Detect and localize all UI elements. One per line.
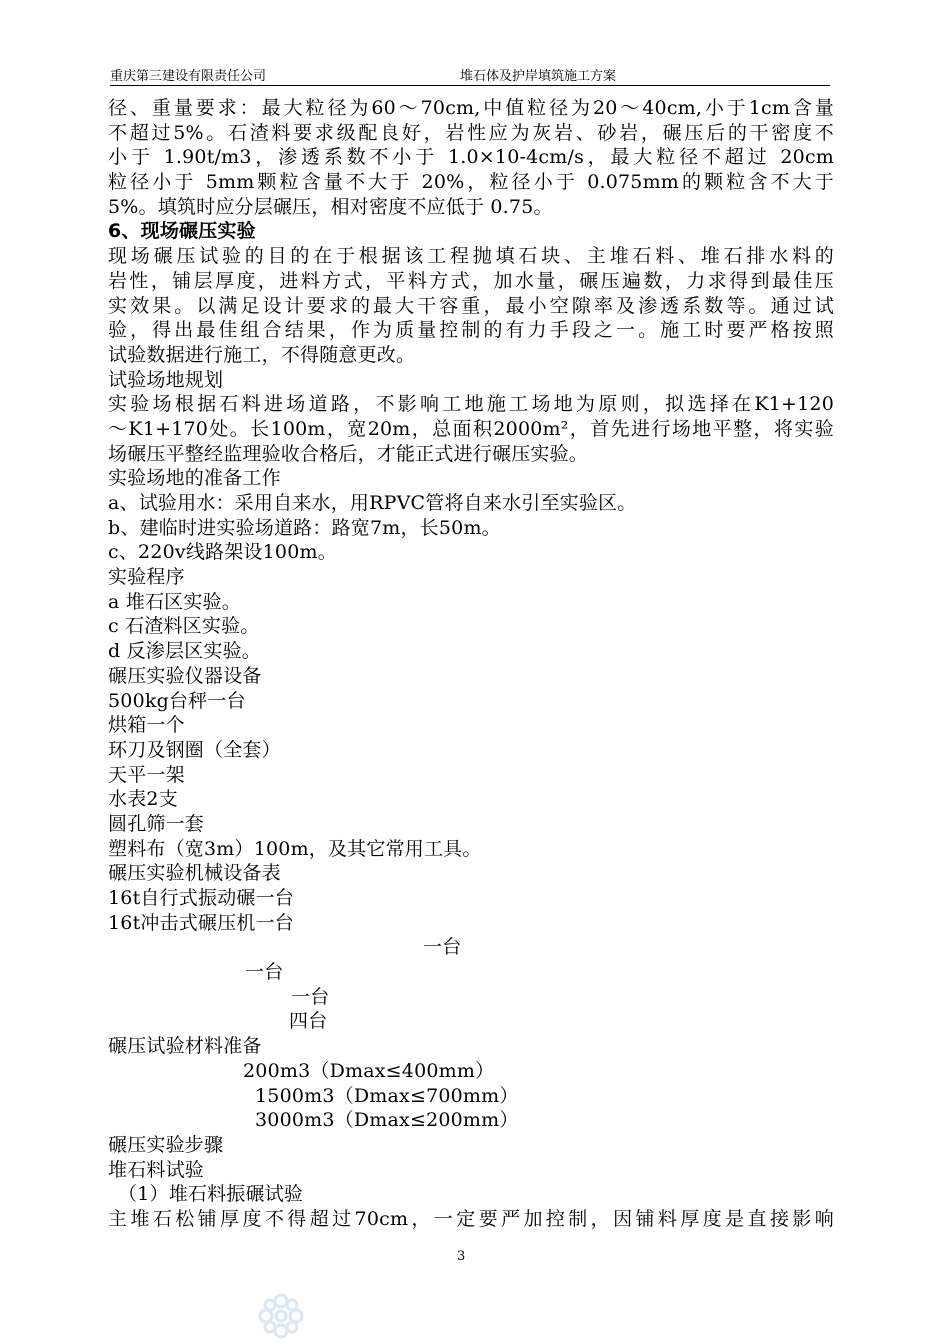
- paragraph-line: 岩性，铺层厚度，进料方式，平料方式，加水量，碾压遍数，力求得到最佳压: [108, 269, 834, 292]
- list-item: c 石渣料区实验。: [108, 615, 260, 638]
- paragraph-line: 不超过5%。石渣料要求级配良好，岩性应为灰岩、砂岩，碾压后的干密度不: [108, 121, 834, 144]
- list-item: 烘箱一个: [108, 714, 185, 737]
- subheading: 碾压试验材料准备: [108, 1035, 262, 1058]
- list-item: 天平一架: [108, 763, 185, 786]
- subheading: 实验场地的准备工作: [108, 467, 281, 490]
- paragraph-line: 5%。填筑时应分层碾压，相对密度不应低于 0.75。: [108, 195, 553, 218]
- list-item: a 堆石区实验。: [108, 590, 241, 613]
- list-item: 圆孔筛一套: [108, 812, 205, 835]
- equipment-row: [108, 960, 834, 985]
- page-header: [110, 63, 830, 86]
- subheading: 碾压实验机械设备表: [108, 862, 281, 885]
- header-company: 重庆第三建设有限责任公司: [110, 69, 267, 84]
- equipment-row: [108, 935, 834, 960]
- subheading: 碾压实验仪器设备: [108, 664, 262, 687]
- material-spec: 1500m3（Dmax≤700mm）: [255, 1084, 519, 1107]
- list-item: 环刀及钢圈（全套）: [108, 738, 281, 761]
- paragraph-line: 实验场根据石料进场道路，不影响工地施工场地为原则，拟选择在K1+120: [108, 393, 834, 416]
- subheading: 堆石料试验: [108, 1158, 205, 1181]
- list-item: d 反渗层区实验。: [108, 640, 262, 663]
- paragraph-line: 径、重量要求：最大粒径为60～70cm,中值粒径为20～40cm,小于1cm含量: [108, 97, 834, 119]
- material-spec: 200m3（Dmax≤400mm）: [243, 1059, 495, 1082]
- page-number: 3: [457, 1249, 466, 1264]
- list-item: 塑料布（宽3m）100m，及其它常用工具。: [108, 837, 482, 860]
- list-item: a、试验用水：采用自来水，用RPVC管将自来水引至实验区。: [108, 492, 637, 514]
- material-spec: 3000m3（Dmax≤200mm）: [255, 1109, 519, 1132]
- list-item: （1）堆石料振碾试验: [118, 1183, 304, 1206]
- paragraph-line: 验，得出最佳组合结果，作为质量控制的有力手段之一。施工时要严格按照: [108, 319, 834, 342]
- material-row: [108, 1059, 834, 1084]
- equipment-qty: 四台: [289, 1010, 328, 1033]
- material-row: [108, 1108, 834, 1133]
- paragraph-line: 试验数据进行施工，不得随意更改。: [108, 343, 416, 366]
- paragraph-line: ～K1+170处。长100m，宽20m，总面积2000m²，首先进行场地平整，将实验: [108, 417, 834, 440]
- subheading: 碾压实验步骤: [108, 1133, 224, 1156]
- paragraph-line: 小于 1.90t/m3，渗透系数不小于 1.0×10-4cm/s，最大粒径不超过 20cm: [108, 146, 834, 169]
- equipment-qty: 一台: [423, 936, 462, 959]
- paragraph-line: 场碾压平整经监理验收合格后，才能正式进行碾压实验。: [108, 442, 589, 465]
- list-item: b、建临时进实验场道路：路宽7m，长50m。: [108, 516, 501, 539]
- equipment-row: [108, 1009, 834, 1034]
- document-body: [108, 96, 834, 1232]
- subheading: 试验场地规划: [108, 368, 224, 391]
- list-item: 500kg台秤一台: [108, 689, 246, 712]
- subheading: 实验程序: [108, 566, 185, 589]
- equipment-qty: 一台: [245, 961, 284, 984]
- list-item: 16t冲击式碾压机一台: [108, 911, 295, 934]
- snowflake-watermark-icon: [255, 1290, 307, 1342]
- list-item: 水表2支: [108, 788, 178, 811]
- equipment-row: [108, 985, 834, 1010]
- header-doc-title: 堆石体及护岸填筑施工方案: [460, 69, 617, 84]
- paragraph-line: 现场碾压试验的目的在于根据该工程抛填石块、主堆石料、堆石排水料的: [108, 245, 834, 268]
- paragraph-line: 粒径小于 5mm颗粒含量不大于 20%，粒径小于 0.075mm的颗粒含不大于: [108, 171, 834, 194]
- list-item: c、220v线路架设100m。: [108, 541, 337, 564]
- equipment-qty: 一台: [291, 985, 330, 1008]
- paragraph-line: 主堆石松铺厚度不得超过70cm，一定要严加控制，因铺料厚度是直接影响: [108, 1207, 834, 1230]
- material-row: [108, 1084, 834, 1109]
- paragraph-line: 实效果。以满足设计要求的最大干容重，最小空隙率及渗透系数等。通过试: [108, 294, 834, 317]
- list-item: 16t自行式振动碾一台: [108, 887, 295, 909]
- section-heading: 6、现场碾压实验: [108, 220, 256, 243]
